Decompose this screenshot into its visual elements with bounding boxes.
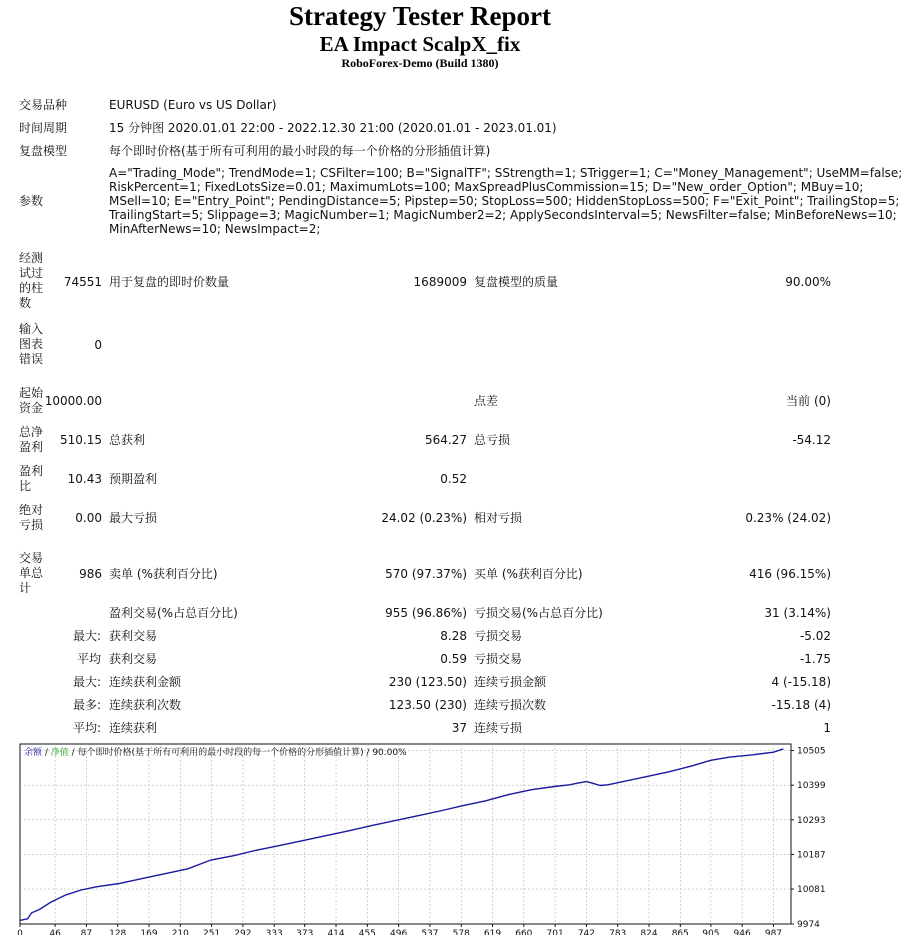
gross-profit-label: 总获利 <box>109 433 146 447</box>
largest-loss-label: 亏损交易 <box>474 629 523 643</box>
trades-label-line: 计 <box>19 581 32 595</box>
bars-label-line: 经测 <box>19 251 44 265</box>
x-tick-label: 496 <box>390 929 408 935</box>
short-value: 570 (97.37%) <box>385 567 467 581</box>
x-tick-label: 333 <box>265 929 283 935</box>
pf-label-line: 盈利 <box>19 464 44 478</box>
avg2-label: 平均: <box>72 721 101 735</box>
params-line: RiskPercent=1; FixedLotsSize=0.01; MaximumLots=100; MaxSpreadPlusCommission=15; D="New_order_Option"; MBuy=10; <box>109 180 864 194</box>
x-tick-label: 128 <box>109 929 127 935</box>
rel-dd-value: 0.23% (24.02) <box>745 511 831 525</box>
abs-dd-label-line: 绝对 <box>19 503 44 517</box>
max1-label: 最大: <box>72 675 101 689</box>
x-tick-label: 987 <box>764 929 783 935</box>
x-tick-label: 905 <box>702 929 720 935</box>
errors-label-line: 图表 <box>19 337 44 351</box>
bars-label-line: 数 <box>19 296 32 310</box>
pf-label-line: 比 <box>19 479 32 493</box>
period-value: 15 分钟图 2020.01.01 22:00 - 2022.12.30 21:00 (2020.01.01 - 2023.01.01) <box>109 121 557 135</box>
params-line: MSell=10; E="Entry_Point"; PendingDistance=5; Pipstep=50; StopLoss=500; HiddenStopLoss=500; F="Exit_Point"; TrailingStop=5; <box>109 194 900 208</box>
x-tick-label: 169 <box>140 929 158 935</box>
pf-value: 10.43 <box>67 472 102 486</box>
avg-cons-losses-label: 连续亏损 <box>474 721 523 735</box>
gross-profit-value: 564.27 <box>425 433 467 447</box>
quality-value: 90.00% <box>785 275 831 289</box>
max-cons-loss-value: -15.18 (4) <box>771 698 831 712</box>
payoff-label: 预期盈利 <box>109 472 158 486</box>
balance-chart <box>19 743 837 933</box>
errors-label-line: 错误 <box>19 352 44 366</box>
net-label-line: 总净 <box>19 425 44 439</box>
max-cons-losses-money-label: 连续亏损金额 <box>474 675 547 689</box>
max2-label: 最多: <box>72 698 101 712</box>
average-profit-label: 获利交易 <box>109 652 158 666</box>
average-loss-label: 亏损交易 <box>474 652 523 666</box>
legend-entry: / 每个即时价格(基于所有可利用的最小时段的每一个价格的分形插值计算) / 90.00% <box>68 748 407 758</box>
max-dd-value: 24.02 (0.23%) <box>381 511 467 525</box>
params-label: 参数 <box>19 194 44 208</box>
payoff-value: 0.52 <box>440 472 467 486</box>
trades-label-line: 交易 <box>19 551 44 565</box>
x-tick-label: 373 <box>296 929 314 935</box>
y-tick-label: 10187 <box>797 850 826 861</box>
model-label: 复盘模型 <box>19 144 68 158</box>
x-tick-label: 414 <box>327 929 345 935</box>
short-label: 卖单 (%获利百分比) <box>109 567 218 581</box>
y-tick-label: 10081 <box>797 885 826 896</box>
max-cons-wins-money-value: 230 (123.50) <box>388 675 467 689</box>
chart-frame <box>20 744 791 924</box>
gross-loss-value: -54.12 <box>792 433 831 447</box>
x-tick-label: 292 <box>234 929 252 935</box>
trades-value: 986 <box>79 567 102 581</box>
bars-value: 74551 <box>63 275 102 289</box>
abs-dd-label-line: 亏损 <box>19 518 44 532</box>
max-cons-loss-label: 连续亏损次数 <box>474 698 547 712</box>
spread-value: 当前 (0) <box>786 394 831 408</box>
x-tick-label: 210 <box>171 929 189 935</box>
average-loss-value: -1.75 <box>799 652 831 666</box>
x-tick-label: 660 <box>515 929 533 935</box>
params-value <box>109 166 902 236</box>
average-label: 平均 <box>76 652 101 666</box>
chart-legend <box>24 746 407 758</box>
symbol-label: 交易品种 <box>19 98 68 112</box>
gross-loss-label: 总亏损 <box>474 433 511 447</box>
rel-dd-label: 相对亏损 <box>474 511 523 525</box>
trades-label-line: 单总 <box>19 566 44 580</box>
deposit-label-line: 资金 <box>19 401 44 415</box>
legend-entry: / <box>42 748 51 758</box>
report-title: Strategy Tester Report <box>289 1 551 31</box>
params-line: MinAfterNews=10; NewsImpact=2; <box>109 222 321 236</box>
net-label-line: 盈利 <box>19 440 44 454</box>
max-cons-wins-money-label: 连续获利金额 <box>109 675 182 689</box>
ticks-value: 1689009 <box>413 275 467 289</box>
x-tick-label: 537 <box>421 929 439 935</box>
x-tick-label: 87 <box>80 929 93 935</box>
x-tick-label: 742 <box>577 929 596 935</box>
x-tick-label: 251 <box>203 929 221 935</box>
avg-cons-wins-label: 连续获利 <box>109 721 158 735</box>
deposit-label-line: 起始 <box>19 386 44 400</box>
deposit-value: 10000.00 <box>44 394 102 408</box>
x-tick-label: 824 <box>640 929 658 935</box>
y-tick-label: 10505 <box>797 746 826 757</box>
spread-label: 点差 <box>474 394 499 408</box>
largest-profit-value: 8.28 <box>440 629 467 643</box>
long-label: 买单 (%获利百分比) <box>474 567 583 581</box>
y-tick-label: 10399 <box>797 781 826 792</box>
max-dd-label: 最大亏损 <box>109 511 158 525</box>
largest-label: 最大: <box>72 629 101 643</box>
bars-label-line: 试过 <box>19 266 44 280</box>
x-tick-label: 0 <box>17 929 23 935</box>
largest-loss-value: -5.02 <box>799 629 831 643</box>
ticks-label: 用于复盘的即时价数量 <box>109 275 230 289</box>
abs-dd-value: 0.00 <box>75 511 102 525</box>
net-value: 510.15 <box>60 433 102 447</box>
max-cons-profit-value: 123.50 (230) <box>388 698 467 712</box>
legend-entry: 余额 <box>24 748 43 758</box>
x-tick-label: 578 <box>452 929 470 935</box>
period-label: 时间周期 <box>19 121 68 135</box>
x-tick-label: 46 <box>49 929 61 935</box>
errors-value: 0 <box>94 338 102 352</box>
avg-cons-wins-value: 37 <box>451 721 467 735</box>
loss-trades-value: 31 (3.14%) <box>764 606 831 620</box>
symbol-value: EURUSD (Euro vs US Dollar) <box>109 98 277 112</box>
x-tick-label: 946 <box>733 929 751 935</box>
x-tick-label: 455 <box>358 929 376 935</box>
quality-label: 复盘模型的质量 <box>474 275 559 289</box>
loss-trades-label: 亏损交易(%占总百分比) <box>474 606 603 620</box>
legend-entry: 净值 <box>50 748 69 758</box>
max-cons-losses-money-value: 4 (-15.18) <box>771 675 831 689</box>
long-value: 416 (96.15%) <box>749 567 831 581</box>
y-tick-label: 10293 <box>797 815 826 826</box>
x-tick-label: 783 <box>609 929 627 935</box>
profit-trades-label: 盈利交易(%占总百分比) <box>109 606 238 620</box>
x-tick-label: 701 <box>546 929 564 935</box>
average-profit-value: 0.59 <box>440 652 467 666</box>
profit-trades-value: 955 (96.86%) <box>385 606 467 620</box>
model-value: 每个即时价格(基于所有可利用的最小时段的每一个价格的分形插值计算) <box>109 144 491 158</box>
x-tick-label: 865 <box>671 929 689 935</box>
avg-cons-losses-value: 1 <box>823 721 831 735</box>
params-line: TrailingStart=5; Slippage=3; MagicNumber=1; MagicNumber2=2; ApplySecondsInterval=5; NewsFilter=false; MinBeforeNews=10; <box>109 208 897 222</box>
report-subtitle: EA Impact ScalpX_fix <box>319 32 521 56</box>
y-tick-label: 9974 <box>797 920 820 930</box>
params-line: A="Trading_Mode"; TrendMode=1; CSFilter=100; B="SignalTF"; SStrength=1; STrigger=1; C="Money_Management"; UseMM=false; <box>109 166 902 180</box>
bars-label-line: 的柱 <box>19 281 44 295</box>
largest-profit-label: 获利交易 <box>109 629 158 643</box>
max-cons-profit-label: 连续获利次数 <box>109 698 182 712</box>
x-tick-label: 619 <box>483 929 502 935</box>
server-build: RoboForex-Demo (Build 1380) <box>341 56 499 70</box>
errors-label-line: 输入 <box>19 322 44 336</box>
